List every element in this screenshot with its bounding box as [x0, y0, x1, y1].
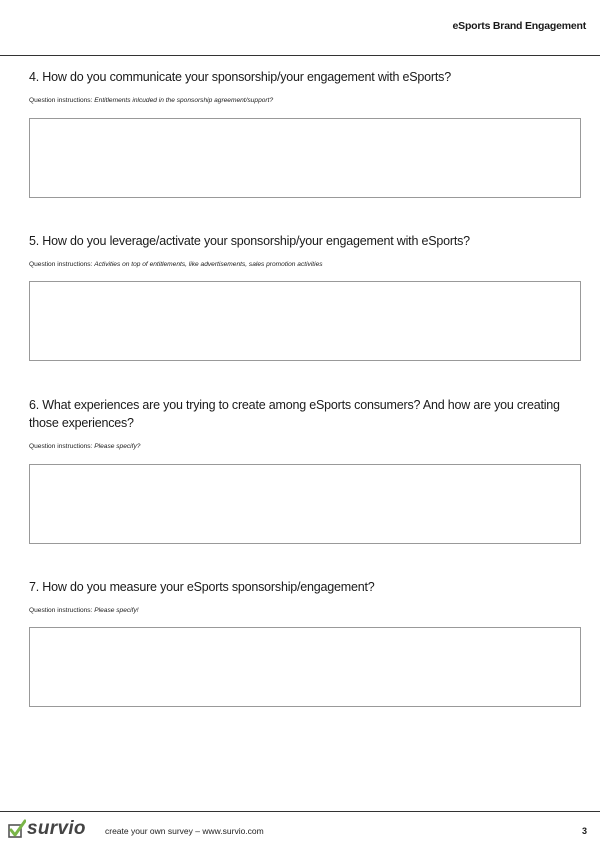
question-instructions	[29, 607, 581, 614]
answer-box[interactable]	[29, 281, 581, 361]
header-divider	[0, 55, 600, 56]
question-instructions	[29, 97, 581, 104]
question-6	[29, 396, 581, 544]
question-title: 5. How do you leverage/activate your sponsorship/your engagement with eSports?	[29, 234, 470, 248]
instructions-label: Question instructions:	[29, 261, 93, 268]
answer-box[interactable]	[29, 118, 581, 198]
logo-text: survio	[27, 818, 86, 839]
question-instructions	[29, 443, 581, 450]
question-4	[29, 68, 581, 198]
answer-box[interactable]	[29, 464, 581, 544]
question-instructions	[29, 261, 581, 268]
instructions-text: Please specify!	[94, 607, 139, 614]
survio-logo	[8, 818, 86, 840]
page-number: 3	[581, 826, 587, 836]
instructions-label: Question instructions:	[29, 607, 93, 614]
question-5	[29, 232, 581, 361]
instructions-label: Question instructions:	[29, 443, 93, 450]
question-title: 4. How do you communicate your sponsorship/your engagement with eSports?	[29, 70, 451, 84]
header-title: eSports Brand Engagement	[452, 20, 586, 32]
instructions-text: Please specify?	[94, 443, 141, 450]
checkmark-icon	[8, 819, 26, 839]
footer-tagline: create your own survey – www.survio.com	[105, 826, 264, 836]
instructions-label: Question instructions:	[29, 97, 93, 104]
instructions-text: Activities on top of entitlements, like advertisements, sales promotion activities	[94, 261, 323, 268]
answer-box[interactable]	[29, 627, 581, 707]
question-title: 7. How do you measure your eSports sponsorship/engagement?	[29, 580, 375, 594]
question-7	[29, 578, 581, 707]
instructions-text: Entitlements inlcuded in the sponsorship agreement/support?	[94, 97, 274, 104]
question-title: 6. What experiences are you trying to create among eSports consumers? And how are you creating those experiences?	[29, 398, 560, 430]
footer-divider	[0, 811, 600, 812]
